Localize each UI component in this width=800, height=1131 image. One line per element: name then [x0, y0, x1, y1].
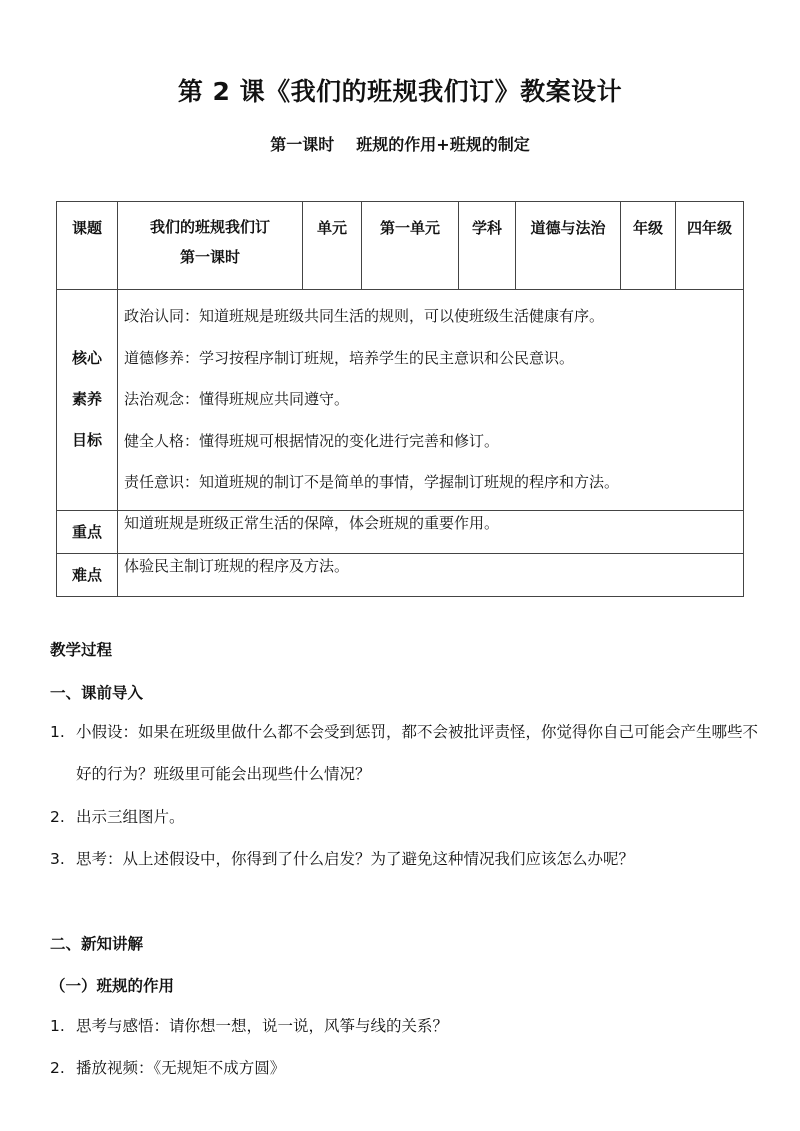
subject-label: 学科: [459, 202, 516, 290]
core-literacy-label: [57, 290, 118, 511]
topic-value-line1: 我们的班规我们订: [149, 218, 270, 236]
list-item: [50, 838, 762, 880]
key-point-row: [57, 510, 744, 553]
list-item-text: 小假设：如果在班级里做什么都不会受到惩罚，都不会被批评责怪，你觉得你自己可能会产生哪些不好的行为？班级里可能会出现些什么情况？: [76, 723, 759, 783]
subsection-role-title: （一）班规的作用: [50, 977, 175, 995]
table-header-row: [57, 202, 744, 290]
list-item: [50, 711, 762, 795]
core-item-responsibility: 责任意识：知道班规的制订不是简单的事情，学握制订班规的程序和方法。: [124, 473, 620, 491]
list-item: [50, 796, 762, 838]
lesson-info-table: [56, 201, 744, 597]
list-item-text: 思考：从上述假设中，你得到了什么启发？为了避免这种情况我们应该怎么办呢？: [76, 850, 635, 868]
unit-label: 单元: [303, 202, 362, 290]
list-item-number: 2.: [50, 808, 65, 826]
list-item: [50, 1047, 762, 1089]
list-item-number: 3.: [50, 850, 65, 868]
difficulty-row: [57, 553, 744, 596]
section-new-knowledge-title: 二、新知讲解: [50, 935, 144, 953]
list-item: [50, 1005, 762, 1047]
process-heading: 教学过程: [50, 641, 113, 659]
unit-value: 第一单元: [362, 202, 459, 290]
core-item-political: 政治认同：知道班规是班级共同生活的规则，可以使班级生活健康有序。: [124, 307, 605, 325]
key-point-text: 知道班规是班级正常生活的保障，体会班规的重要作用。: [118, 510, 744, 553]
subtitle-lesson: 第一课时: [270, 135, 335, 154]
list-item-text: 播放视频：《无规矩不成方圆》: [76, 1059, 286, 1077]
core-literacy-content: [118, 290, 744, 511]
list-item-text: 出示三组图片。: [76, 808, 185, 826]
list-item-number: 1.: [50, 1017, 65, 1035]
difficulty-text: 体验民主制订班规的程序及方法。: [118, 553, 744, 596]
list-item-text: 思考与感悟：请你想一想，说一说，风筝与线的关系？: [76, 1017, 449, 1035]
key-point-label: 重点: [57, 510, 118, 553]
list-item-number: 2.: [50, 1059, 65, 1077]
core-label-line: 素养: [71, 390, 102, 409]
topic-label: 课题: [57, 202, 118, 290]
topic-value-line2: 第一课时: [179, 248, 240, 266]
topic-value: [118, 202, 303, 290]
core-item-personality: 健全人格：懂得班规可根据情况的变化进行完善和修订。: [124, 431, 500, 450]
core-item-moral: 道德修养：学习按程序制订班规，培养学生的民主意识和公民意识。: [124, 348, 575, 367]
document-subtitle: [0, 132, 800, 155]
difficulty-label: 难点: [57, 553, 118, 596]
document-title: 第 2 课《我们的班规我们订》教案设计: [177, 77, 623, 106]
list-item-number: 1.: [50, 723, 65, 741]
core-label-line: 目标: [71, 431, 102, 450]
subject-value: 道德与法治: [516, 202, 621, 290]
subtitle-topic: 班规的作用+班规的制定: [356, 135, 530, 154]
grade-value: 四年级: [676, 202, 744, 290]
core-label-line: 核心: [71, 349, 102, 368]
core-item-law: 法治观念：懂得班规应共同遵守。: [124, 390, 350, 408]
core-literacy-row: [57, 290, 744, 511]
grade-label: 年级: [621, 202, 676, 290]
section-intro-title: 一、课前导入: [50, 684, 144, 702]
